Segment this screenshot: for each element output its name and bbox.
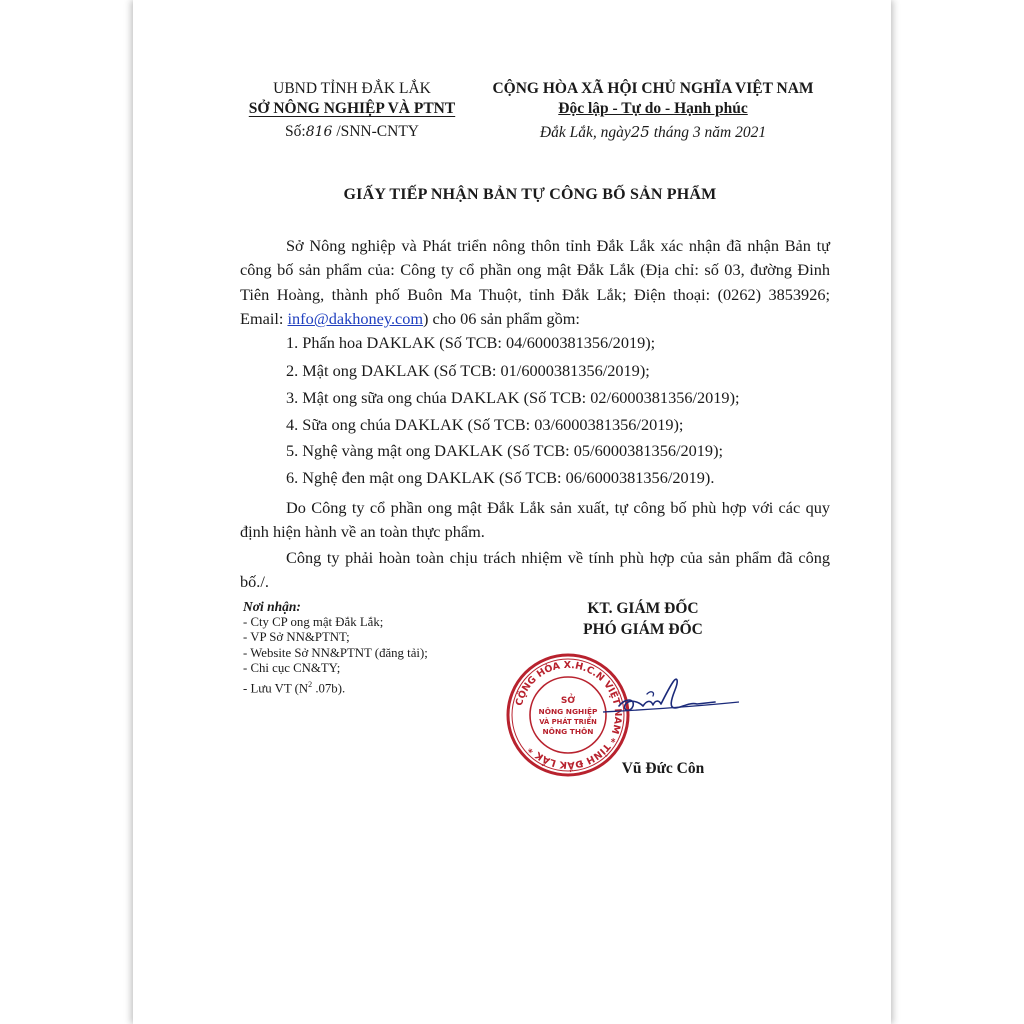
- document-number: [226, 122, 478, 142]
- seal-inner-line: VÀ PHÁT TRIỂN: [539, 718, 597, 726]
- seal-inner-line: NÔNG NGHIỆP: [538, 707, 598, 716]
- recipients-block: [243, 599, 503, 697]
- authority-name: UBND TỈNH ĐẮK LẮK: [273, 80, 431, 97]
- signature-titles: [553, 598, 733, 640]
- number-handwritten: 816: [305, 124, 333, 140]
- intro-paragraph: [240, 234, 830, 332]
- signature-accent-stroke: [647, 692, 654, 696]
- product-item: 1. Phấn hoa DAKLAK (Số TCB: 04/6000381356/2019);: [286, 333, 656, 352]
- recipient-archive-suffix: .07b).: [315, 681, 346, 696]
- department-name-text: SỞ NÔNG NGHIỆP VÀ PTNT: [248, 100, 456, 117]
- national-title: CỘNG HÒA XÃ HỘI CHỦ NGHĨA VIỆT NAM: [492, 80, 814, 97]
- intro-text: Sở Nông nghiệp và Phát triển nông thôn tỉnh Đắk Lắk xác nhận đã nhận Bản tự công bố sản phẩm của: Công ty cổ phần ong mật Đắk Lắk (Địa chỉ: số 03, đường Đinh Tiên Hoàng, thành phố Buôn Ma Thuột, tỉnh Đắk Lắk; Điện thoại: (0262) 3853926; Email:: [240, 236, 830, 329]
- header-left: [226, 79, 478, 142]
- recipient-archive-prefix: - Lưu VT (N: [243, 681, 309, 696]
- header-right: [473, 79, 833, 143]
- number-suffix: /SNN-CNTY: [336, 123, 419, 140]
- signer-name: Vũ Đức Côn: [621, 760, 705, 777]
- seal-inner-line: SỞ: [560, 696, 576, 706]
- document-page: [133, 0, 891, 1024]
- product-item: 2. Mật ong DAKLAK (Số TCB: 01/6000381356/2019);: [286, 361, 650, 380]
- date-prefix: Đắk Lắk, ngày: [539, 124, 631, 141]
- recipient-item: - Website Sở NN&PTNT (đăng tải);: [243, 645, 428, 660]
- recipients-heading: Nơi nhận:: [243, 599, 301, 614]
- product-item: 4. Sữa ong chúa DAKLAK (Số TCB: 03/6000381356/2019);: [286, 415, 684, 434]
- production-paragraph: Do Công ty cổ phần ong mật Đắk Lắk sản xuất, tự công bố phù hợp với các quy định hiện hành về an toàn thực phẩm.: [240, 498, 830, 542]
- seal-outer-textpath: CỘNG HÒA X.H.C.N VIỆT NAM * TỈNH ĐẮK LẮK *: [513, 659, 624, 771]
- seal-inner-line: NÔNG THÔN: [542, 727, 594, 736]
- national-motto: [473, 99, 833, 119]
- recipient-archive-superscript: 2: [308, 679, 313, 689]
- intro-text-end: ) cho 06 sản phẩm gồm:: [423, 309, 580, 329]
- product-item: 5. Nghệ vàng mật ong DAKLAK (Số TCB: 05/6000381356/2019);: [286, 441, 724, 460]
- product-item: 6. Nghệ đen mật ong DAKLAK (Số TCB: 06/6000381356/2019).: [286, 468, 715, 487]
- handwritten-signature: [599, 672, 749, 732]
- signature-title-line1: KT. GIÁM ĐỐC: [587, 600, 699, 617]
- recipient-item: - Cty CP ong mật Đắk Lắk;: [243, 614, 384, 629]
- recipient-item: - VP Sở NN&PTNT;: [243, 630, 350, 645]
- date-handwritten: 25: [630, 123, 650, 141]
- national-motto-text: Độc lập - Tự do - Hạnh phúc: [558, 100, 748, 117]
- number-prefix: Số:: [285, 123, 306, 140]
- recipient-item: - Chi cục CN&TY;: [243, 661, 341, 676]
- responsibility-paragraph: Công ty phải hoàn toàn chịu trách nhiệm về tính phù hợp của sản phẩm đã công bố./.: [240, 548, 830, 592]
- document-title: GIẤY TIẾP NHẬN BẢN TỰ CÔNG BỐ SẢN PHẨM: [343, 186, 717, 203]
- signature-title-line2: PHÓ GIÁM ĐỐC: [583, 621, 703, 638]
- product-item: 3. Mật ong sữa ong chúa DAKLAK (Số TCB: 02/6000381356/2019);: [286, 388, 740, 407]
- recipient-item: [243, 677, 503, 697]
- email-link[interactable]: info@dakhoney.com: [287, 309, 424, 329]
- department-name: [226, 99, 478, 119]
- document-date: [473, 122, 833, 143]
- date-suffix: tháng 3 năm 2021: [649, 124, 767, 141]
